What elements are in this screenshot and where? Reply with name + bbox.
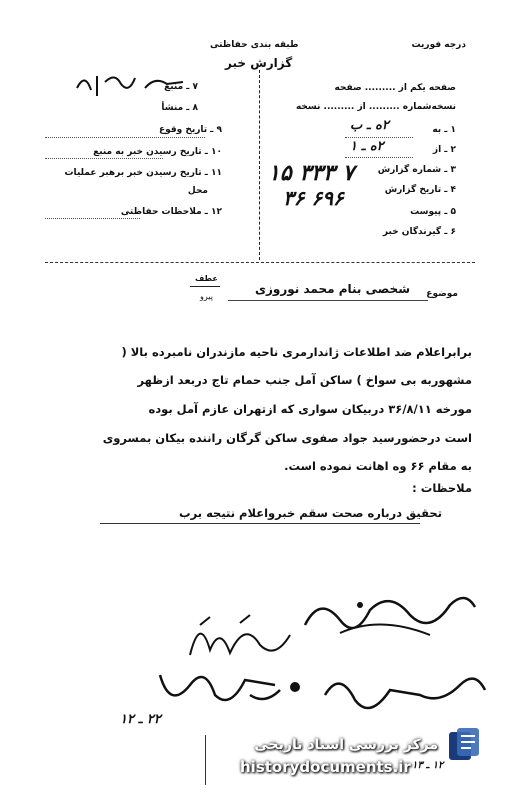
column-divider	[259, 70, 260, 260]
body-line-3: مورخه ۳۶/۸/۱۱ دربیکان سواری که ازتهران عازم آمل بوده	[148, 402, 472, 416]
archive-logo-icon	[445, 726, 485, 766]
subject-value: شخصی بنام محمد نوروزی	[254, 282, 410, 296]
body-line-5: به مقام ۶۶ وه اهانت نموده است.	[284, 459, 472, 473]
source-handwriting-mark	[75, 70, 185, 100]
footer-divider	[205, 735, 206, 785]
copy-field: نسخه‌شماره ......... از ......... نسخه	[295, 102, 456, 112]
leader-receipt-date-label: ۱۱ ـ تاریخ رسیدن خبر برهبر عملیات	[64, 168, 222, 178]
security-remarks-label: ۱۲ ـ ملاحظات حفاظتی	[120, 207, 222, 217]
occurrence-date-line	[45, 137, 205, 138]
reference-label: عطف	[195, 274, 218, 283]
from-field-label: ۲ ـ از	[432, 145, 456, 155]
occurrence-date-label: ۹ ـ تاریخ وقوع	[158, 125, 222, 135]
watermark-title: مرکز بررسی اسناد تاریخی	[254, 737, 438, 753]
watermark-url: historydocuments.ir	[240, 758, 411, 776]
followup-label: پیرو	[200, 292, 213, 301]
report-number-value: ۷ ۳۳۳ ۱۵	[268, 160, 355, 186]
source-receipt-date-label: ۱۰ ـ تاریخ رسیدن خبر به منبع	[93, 147, 222, 157]
source-receipt-date-line	[45, 158, 163, 159]
to-field-value: ۲ه ـ ب	[350, 118, 389, 133]
place-label: محل	[187, 186, 208, 196]
subject-underline	[228, 300, 428, 301]
priority-label: درجه فوریت	[411, 40, 466, 50]
remarks-label: ملاحظات :	[412, 481, 472, 495]
attachment-label: ۵ ـ پیوست	[410, 207, 456, 217]
classification-label: طبقه بندی حفاظتی	[210, 40, 299, 50]
from-field-value: ۲ه ـ ۱	[350, 139, 384, 154]
subject-label: موضوع	[426, 289, 458, 299]
stamp-number: ۲۲ ـ ۱۲	[120, 712, 161, 727]
to-field-label: ۱ ـ به	[432, 125, 456, 135]
body-line-4: است درحضورسید جواد صفوی ساکن گرگان راننده بیکان بمسروی	[102, 431, 472, 445]
security-remarks-line	[45, 218, 140, 219]
body-line-1: برابراعلام ضد اطلاعات ژاندارمری ناحیه مازندران نامبرده بالا (	[121, 345, 472, 359]
signature-bottom-right	[320, 660, 490, 720]
remarks-underline	[100, 523, 420, 524]
page-field: صفحه یکم از ......... صفحه	[334, 83, 456, 93]
from-field-line	[345, 157, 413, 158]
report-date-value: ۶۹۶ ۳۶	[283, 186, 344, 210]
report-date-label: ۴ ـ تاریخ گزارش	[384, 185, 456, 195]
to-field-line	[345, 137, 413, 138]
header-separator	[45, 262, 475, 263]
signature-top-right	[300, 585, 480, 655]
bottom-number: ۱۲ ـ ۱۳	[412, 760, 444, 771]
report-number-label: ۳ ـ شماره گزارش	[377, 165, 456, 175]
origin-label: ۸ ـ منشأ	[161, 103, 198, 113]
reference-underline	[190, 286, 220, 287]
document-title: گزارش خبر	[225, 56, 293, 70]
body-line-2: مشهوربه بی سواخ ) ساکن آمل جنب حمام تاج دربعد ازظهر	[137, 373, 472, 387]
source-label: ۷ ـ منبع	[164, 82, 198, 92]
remarks-text: تحقیق درباره صحت سقم خبرواعلام نتیجه برب	[179, 506, 442, 520]
recipients-label: ۶ ـ گیرندگان خبر	[382, 227, 456, 237]
